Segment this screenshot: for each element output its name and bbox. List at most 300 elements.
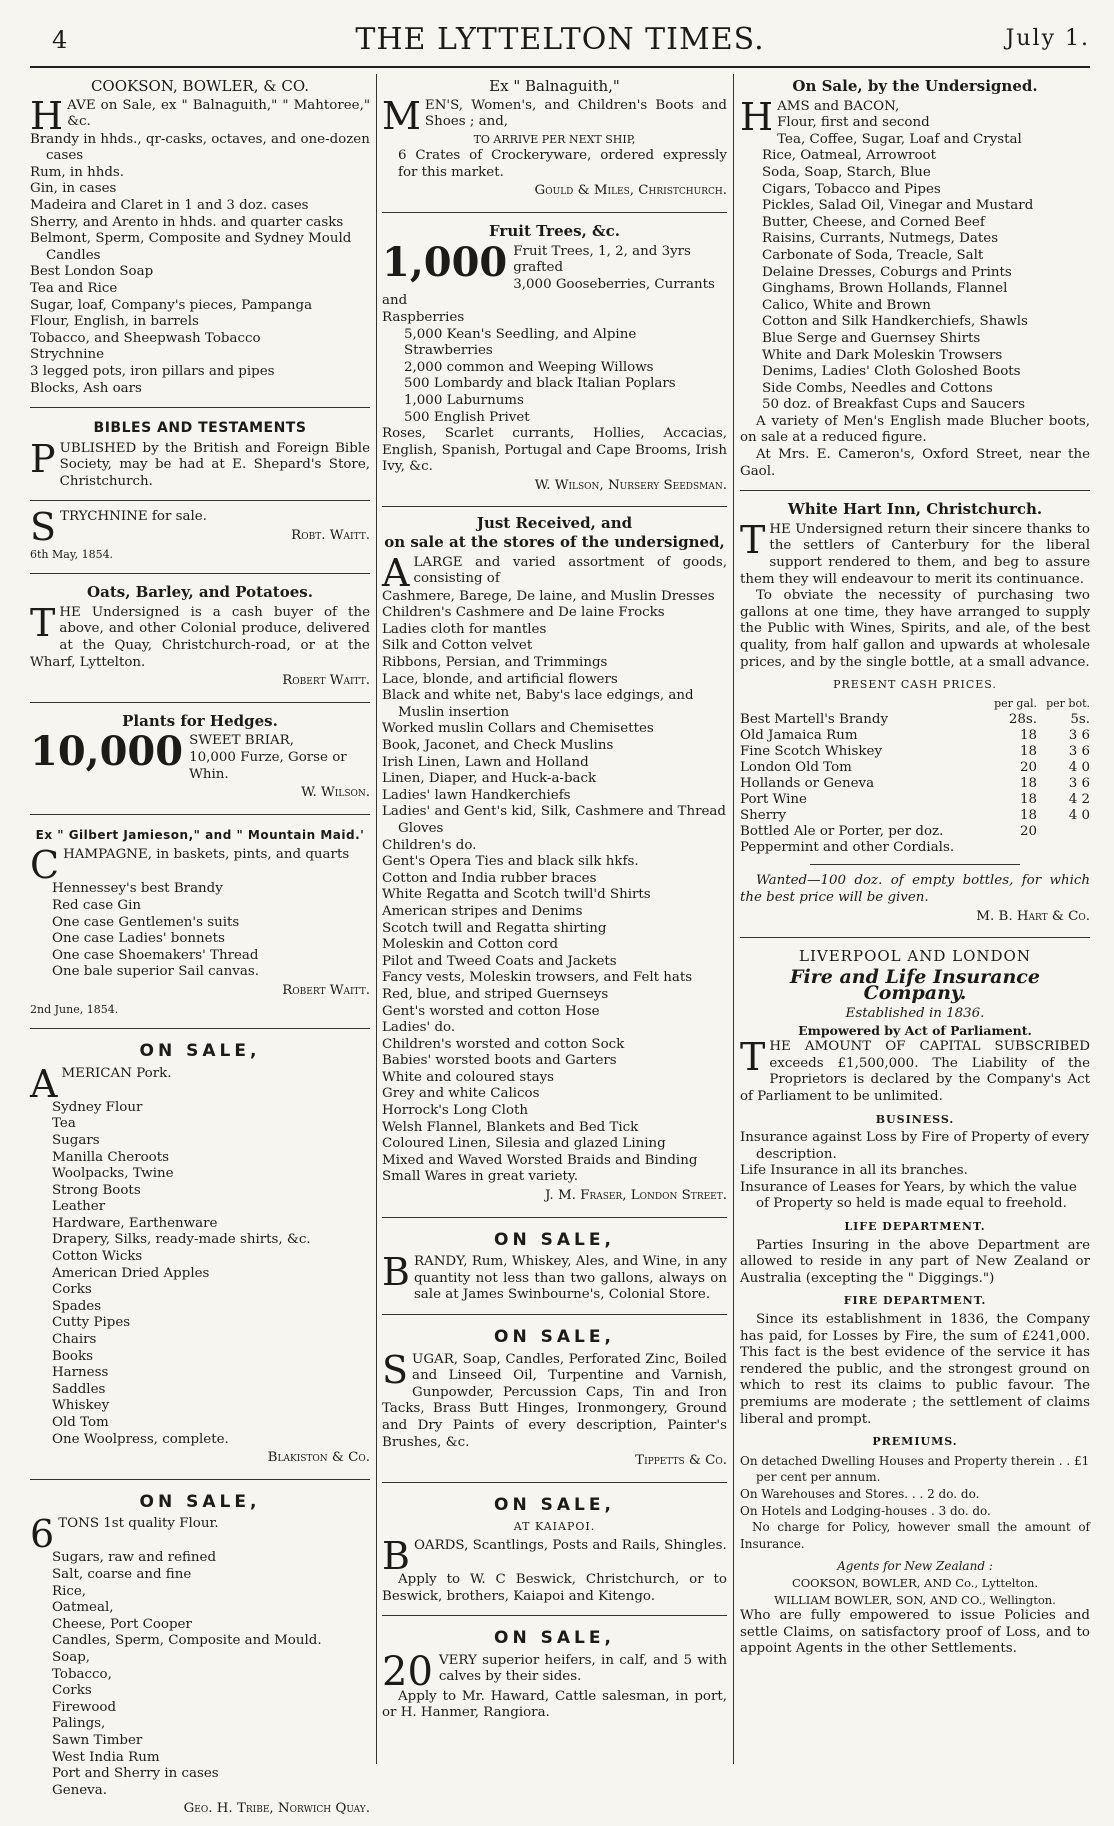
list-item: Cotton Wicks [52,1249,143,1265]
list-item: Chairs [52,1332,97,1348]
list-item: Woolpacks, Twine [52,1166,174,1182]
ad-heading: ON SALE, [494,1628,615,1649]
list-item: Tea and Rice [30,280,118,296]
list-item: Manilla Cheroots [52,1149,169,1165]
list-item: Horrock's Long Cloth [382,1103,529,1119]
ad-signature: Robt. Waitt. [291,528,370,544]
list-item: Mixed and Waved Worsted Braids and Binding [382,1152,698,1168]
list-item: Silk and Cotton velvet [382,638,533,654]
price-name: Old Jamaica Rum [740,727,858,743]
prices-heading: PRESENT CASH PRICES. [833,678,997,692]
ad-text: HE Undersigned is a cash buyer of the above, and other Colonial produce, delivered at the Quay, Christchurch-road, or at the Wharf, Lyttelton. [30,604,370,670]
column-divider [376,74,377,1764]
ad-separator [382,212,727,213]
price-name: Fine Scotch Whiskey [740,743,883,759]
ad-text: Roses, Scarlet currants, Hollies, Accacias, English, Spanish, Portugal and Cape Brooms, Irish Ivy, &c. [382,426,727,475]
item-list [382,327,727,427]
drop-cap: M [382,93,421,138]
list-item: Red, blue, and striped Guernseys [382,986,609,1002]
price-row [740,744,1090,760]
ad-fruit-trees [382,219,727,503]
drop-cap: A [382,550,410,595]
ad-line: 10,000 Furze, Gorse or Whin. [189,750,347,782]
ad-subline: Agents for New Zealand : [837,1559,993,1574]
list-item: Insurance against Loss by Fire of Property of every description. [740,1130,1090,1162]
list-item: One case Ladies' bonnets [52,931,225,947]
list-item: Gent's worsted and cotton Hose [382,1003,600,1019]
ad-signature: Robert Waitt. [282,982,370,998]
ad-text: Wanted—100 doz. of empty bottles, for which the best price will be given. [740,873,1090,905]
price-gal: 18 [1020,775,1038,791]
list-item: Tobacco, [52,1666,112,1682]
price-name: Port Wine [740,791,807,807]
masthead-rule [30,66,1090,68]
drop-cap: T [30,600,56,645]
ad-intro: AMS and BACON, [777,98,900,114]
ad-heading: Fruit Trees, &c. [489,221,620,240]
list-item: Geneva. [52,1782,107,1798]
ad-american [30,1035,370,1475]
price-gal: 18 [1020,743,1038,759]
ad-separator [382,1217,727,1218]
list-item: Linen, Diaper, and Huck-a-back [382,771,597,787]
list-item: Irish Linen, Lawn and Holland [382,754,589,770]
list-item: Insurance of Leases for Years, by which the value of Property so held is made equal to freehold. [740,1179,1077,1212]
list-item: Black and white net, Baby's lace edgings, and Muslin insertion [382,688,694,720]
list-item: Books [52,1348,93,1364]
list-item: Lace, blonde, and artificial flowers [382,671,618,687]
ad-text: UGAR, Soap, Candles, Perforated Zinc, Boiled and Linseed Oil, Turpentine and Varnish, Gunpowder, Percussion Caps, Tin and Iron Tacks, Brass Butt Hinges, Ironmongery, Ground and Dry Paints of every description, Painter's Brushes, &c. [382,1351,727,1450]
list-item: Soap, [52,1649,91,1665]
list-item: One case Shoemakers' Thread [52,947,259,963]
ad-separator [30,573,370,574]
ad-line: Raspberries [382,309,465,325]
list-item: Tea [52,1116,76,1132]
ad-text: RANDY, Rum, Whiskey, Ales, and Wine, in any quantity not less than two gallons, always on sale at James Swinbourne's, Colonial Store. [413,1254,727,1303]
list-item: Palings, [52,1716,106,1732]
list-item: Soda, Soap, Starch, Blue [762,164,931,180]
list-item: Ladies' do. [382,1020,456,1036]
list-item: Raisins, Currants, Nutmegs, Dates [762,231,999,247]
drop-cap: T [740,517,766,562]
list-item: Salt, coarse and fine [52,1566,192,1582]
list-item: American stripes and Denims [382,903,583,919]
ad-hams [740,74,1090,486]
list-item: 3 legged pots, iron pillars and pipes [30,363,275,379]
price-gal: 18 [1020,727,1038,743]
column-1 [30,74,370,1826]
list-item: Coloured Linen, Silesia and glazed Lining [382,1136,666,1152]
ad-champagne [30,821,370,1024]
ad-line: SWEET BRIAR, [189,733,294,749]
ad-heading: ON SALE, [139,1491,261,1512]
ad-heading: On Sale, by the Undersigned. [792,77,1038,95]
price-bot: 4 2 [1068,791,1090,807]
list-item: Corks [52,1282,92,1298]
ad-text: UBLISHED by the British and Foreign Bible Society, may be had at E. Shepard's Store, Christchurch. [59,440,370,489]
section-heading: LIFE DEPARTMENT. [844,1220,986,1234]
ad-subline: AT KAIAPOI. [513,1520,596,1534]
price-bot: 5s. [1070,711,1090,727]
ad-separator [30,500,370,501]
list-item: Children's Cashmere and De laine Frocks [382,605,665,621]
list-item: Rice, Oatmeal, Arrowroot [762,148,936,164]
price-row [740,712,1090,728]
list-item: Rice, [52,1583,87,1599]
price-gal: 18 [1020,807,1038,823]
list-item: Hennessey's best Brandy [52,881,223,897]
list-item: On detached Dwelling Houses and Property therein . . £1 per cent per annum. [740,1453,1090,1485]
list-item: Side Combs, Needles and Cottons [762,380,993,396]
ad-white-hart [740,497,1090,933]
price-bot: 3 6 [1068,775,1090,791]
ad-line: 3,000 Gooseberries, Currants and [382,276,715,309]
ad-separator [382,1314,727,1315]
list-item: Cheese, Port Cooper [52,1616,192,1632]
ad-signature: W. Wilson. [301,785,370,801]
list-item: Moleskin and Cotton cord [382,937,559,953]
ad-signature: W. Wilson, Nursery Seedsman. [534,477,727,493]
list-item: Hardware, Earthenware [52,1215,218,1231]
drop-cap: B [382,1250,410,1295]
ad-separator [30,1028,370,1029]
ad-text: 6 Crates of Crockeryware, ordered expressly for this market. [398,148,727,180]
ad-signature: M. B. Hart & Co. [976,908,1090,924]
ad-line: Peppermint and other Cordials. [740,839,955,855]
price-column-header: per bot. [1046,696,1090,710]
ad-heifers [382,1622,727,1728]
price-gal: 20 [1020,823,1038,839]
ad-signature: Blakiston & Co. [267,1450,370,1466]
ad-cookson [30,74,370,403]
list-item: Life Insurance in all its branches. [740,1163,968,1179]
ad-signature: Tippetts & Co. [635,1453,727,1469]
list-item: Sydney Flour [52,1099,143,1115]
big-number: 20 [382,1648,433,1695]
ad-balnaguith [382,74,727,208]
ad-insurance [740,944,1090,1664]
list-item: Sugars [52,1132,100,1148]
list-item: Ladies cloth for mantles [382,621,547,637]
ad-heading: Ex " Balnaguith," [489,77,620,95]
item-list [30,132,370,398]
ad-heading: on sale at the stores of the undersigned, [384,533,725,552]
ad-heading: White Hart Inn, Christchurch. [787,500,1043,519]
list-item: Candles, Sperm, Composite and Mould. [52,1633,322,1649]
ad-heading: LIVERPOOL AND LONDON [799,947,1031,966]
list-item: White and Dark Moleskin Trowsers [762,347,1003,363]
price-row [740,760,1090,776]
list-item: Ginghams, Brown Hollands, Flannel [762,281,1008,297]
price-row [740,824,1090,840]
ad-sugar [382,1321,727,1478]
ad-boards [382,1489,727,1611]
list-item: Red case Gin [52,897,141,913]
price-table [740,696,1090,840]
list-item: Saddles [52,1381,106,1397]
list-item: Corks [52,1683,92,1699]
list-item: Book, Jaconet, and Check Muslins [382,738,614,753]
price-bot: 4 0 [1068,759,1090,775]
ad-heading: Oats, Barley, and Potatoes. [87,583,313,602]
item-list [740,115,1090,414]
ad-heading: ON SALE, [139,1041,261,1062]
drop-cap: S [30,505,57,550]
drop-cap: C [30,843,60,888]
list-item: Flour, English, in barrels [30,314,199,330]
price-gal: 18 [1020,791,1038,807]
list-item: Tobacco, and Sheepwash Tobacco [30,330,261,346]
section-heading: PREMIUMS. [872,1435,958,1449]
price-gal: 20 [1020,759,1038,775]
ad-text: No charge for Policy, however small the amount of Insurance. [740,1520,1090,1551]
ad-text: Parties Insuring in the above Department are allowed to reside in any part of New Zealand or Australia (excepting the " Diggings.") [740,1237,1090,1286]
ad-text: VERY superior heifers, in calf, and 5 with calves by their sides. [438,1652,727,1685]
list-item: One Woolpress, complete. [52,1431,229,1447]
masthead [30,18,1090,58]
price-row [740,792,1090,808]
ad-separator [30,814,370,815]
list-item: Sugars, raw and refined [52,1550,217,1566]
drop-cap: B [382,1533,410,1578]
list-item: 50 doz. of Breakfast Cups and Saucers [762,397,1025,413]
list-item: Belmont, Sperm, Composite and Sydney Mould Candles [30,231,352,263]
ad-heading: Ex " Gilbert Jamieson," and " Mountain Maid.' [35,827,365,842]
list-item: Gin, in cases [30,181,117,197]
list-item: Cigars, Tobacco and Pipes [762,181,941,197]
list-item: 1,000 Laburnums [404,392,524,408]
ad-flour [30,1486,370,1826]
ad-subline: Empowered by Act of Parliament. [798,1022,1032,1038]
list-item: Butter, Cheese, and Corned Beef [762,214,985,230]
list-item: Children's worsted and cotton Sock [382,1036,625,1052]
list-item: Pilot and Tweed Coats and Jackets [382,953,617,969]
ad-separator [740,490,1090,491]
price-row [740,808,1090,824]
list-item: 5,000 Kean's Seedling, and Alpine Strawberries [404,326,637,359]
list-item: Rum, in hhds. [30,164,125,180]
list-item: 2,000 common and Weeping Willows [404,359,654,375]
ad-date: 6th May, 1854. [30,547,114,561]
column-3 [740,74,1090,1664]
list-item: White Regatta and Scotch twill'd Shirts [382,887,651,903]
ad-oats [30,580,370,698]
list-item: Strychnine [30,347,105,363]
issue-date: July 1. [1005,26,1090,51]
item-list [30,1550,370,1799]
ad-text: Apply to Mr. Haward, Cattle salesman, in port, or H. Hanmer, Rangiora. [382,1688,727,1721]
list-item: One bale superior Sail canvas. [52,964,259,980]
list-item: White and coloured stays [382,1069,555,1085]
section-heading: BUSINESS. [875,1112,955,1126]
ad-text: EN'S, Women's, and Children's Boots and Shoes ; and, [424,97,727,130]
list-item: Cotton and India rubber braces [382,870,597,886]
ad-signature: Geo. H. Tribe, Norwich Quay. [183,1801,370,1817]
list-item: Port and Sherry in cases [52,1766,219,1782]
item-list [382,589,727,1186]
list-item: One case Gentlemen's suits [52,914,240,930]
ad-text: HE Undersigned return their sincere thanks to the settlers of Canterbury for the liberal support rendered to them, and beg to assure them they will endeavour to merit its continuance. [740,521,1090,587]
ad-heading: Plants for Hedges. [122,711,278,730]
list-item: Leather [52,1199,106,1215]
list-item: American Dried Apples [52,1265,210,1281]
ad-intro: AVE on Sale, ex " Balnaguith," " Mahtoree," &c. [67,97,370,130]
ad-text: OARDS, Scantlings, Posts and Rails, Shingles. [413,1537,727,1553]
drop-cap: P [30,436,56,481]
list-item: Old Tom [52,1415,109,1430]
list-item: Worked muslin Collars and Chemisettes [382,721,654,737]
ad-signature: Robert Waitt. [282,673,370,689]
list-item: Children's do. [382,837,477,853]
drop-cap: A [30,1061,58,1106]
item-list [30,881,370,981]
list-item: On Warehouses and Stores. . . 2 do. do. [740,1486,980,1501]
list-item: Cashmere, Barege, De laine, and Muslin Dresses [382,588,715,604]
ad-separator [382,1482,727,1483]
agent-line: WILLIAM BOWLER, SON, AND CO., Wellington. [774,1592,1056,1607]
price-row [740,776,1090,792]
list-item: Harness [52,1365,109,1381]
drop-cap: S [382,1347,409,1392]
price-name: Best Martell's Brandy [740,711,889,727]
ad-separator [30,702,370,703]
list-item: Flour, first and second [777,115,930,131]
list-item: Scotch twill and Regatta shirting [382,920,607,936]
price-gal: 28s. [1008,711,1038,727]
drop-cap: 6 [30,1512,55,1557]
ad-brandy [382,1224,727,1310]
list-item: 500 Lombardy and black Italian Poplars [404,376,676,392]
list-item: Small Wares in great variety. [382,1169,578,1185]
ad-intro: MERICAN Pork. [61,1065,172,1081]
list-item: Welsh Flannel, Blankets and Bed Tick [382,1119,639,1135]
ad-intro: LARGE and varied assortment of goods, consisting of [413,554,727,587]
list-item: Brandy in hhds., qr-casks, octaves, and one-dozen cases [30,131,370,164]
ad-text: HE AMOUNT OF CAPITAL SUBSCRIBED exceeds £1,500,000. The Liability of the Proprietors is declared by the Company's Act of Parliament to be unlimited. [740,1039,1090,1104]
list-item: Tea, Coffee, Sugar, Loaf and Crystal [777,131,1022,147]
ad-date: 2nd June, 1854. [30,1002,119,1016]
ad-just-received [382,513,727,1212]
list-item: Sherry, and Arento in hhds. and quarter casks [30,214,344,230]
list-item: 500 English Privet [404,409,530,425]
list-item: Carbonate of Soda, Treacle, Salt [762,247,984,263]
ad-separator [740,937,1090,938]
ad-signature: J. M. Fraser, London Street. [545,1188,727,1204]
ad-intro: TONS 1st quality Flour. [58,1516,219,1532]
price-column-header: per gal. [994,696,1038,710]
ad-text: At Mrs. E. Cameron's, Oxford Street, near the Gaol. [740,447,1090,479]
list-item: Drapery, Silks, ready-made shirts, &c. [52,1232,311,1248]
drop-cap: H [30,93,64,138]
ad-heading: ON SALE, [494,1229,615,1250]
item-list [740,1130,1090,1213]
ad-separator [382,506,727,507]
ad-plants [30,709,370,810]
ad-heading: Just Received, and [476,514,633,533]
list-item: Whiskey [52,1398,110,1414]
ad-heading: Fire and Life Insurance Company. [790,965,1040,1005]
list-item: Spades [52,1298,102,1314]
list-item: Blue Serge and Guernsey Shirts [762,330,981,346]
list-item: Babies' worsted boots and Garters [382,1053,617,1069]
ad-strychnine [30,507,370,569]
column-divider [733,74,734,1764]
price-bot: 3 6 [1068,743,1090,759]
list-item: Strong Boots [52,1182,141,1198]
ad-line: Fruit Trees, 1, 2, and 3yrs grafted [513,243,691,276]
ad-separator [30,407,370,408]
newspaper-title: THE LYTTELTON TIMES. [355,22,765,57]
list-item: Calico, White and Brown [762,297,931,313]
price-bot [1037,824,1090,840]
price-row [740,728,1090,744]
ad-heading: COOKSON, BOWLER, & CO. [90,77,310,95]
list-item: Cutty Pipes [52,1315,131,1331]
price-name: London Old Tom [740,759,852,775]
list-item: Ladies' lawn Handkerchiefs [382,787,571,803]
list-item: Firewood [52,1699,117,1715]
ad-text: Since its establishment in 1836, the Company has paid, for Losses by Fire, the sum of £241,000. This fact is the best evidence of the service it has rendered the public, and the strongest ground on which to rest its claims to public favour. The premiums are moderate ; the settlement of claims liberal and prompt. [740,1312,1090,1427]
page-number: 4 [52,26,68,54]
big-number: 10,000 [30,728,184,776]
item-list [740,1453,1090,1519]
ad-text: Apply to W. C Beswick, Christchurch, or to Beswick, brothers, Kaiapoi and Kitengo. [382,1571,727,1604]
list-item: Sugar, loaf, Company's pieces, Pampanga [30,297,313,313]
ad-separator [30,1479,370,1480]
ad-text: Who are fully empowered to issue Policies and settle Claims, on satisfactory proof of Loss, and to appoint Agents in the other Settlements. [740,1608,1090,1657]
price-name: Sherry [740,807,787,823]
ad-intro: HAMPAGNE, in baskets, pints, and quarts [63,847,350,863]
price-name: Hollands or Geneva [740,775,875,791]
list-item: Sawn Timber [52,1732,143,1748]
agent-line: COOKSON, BOWLER, AND Co., Lyttelton. [791,1575,1039,1590]
item-list [30,1100,370,1448]
list-item: Delaine Dresses, Coburgs and Prints [762,264,1012,280]
list-item: Grey and white Calicos [382,1086,540,1102]
ad-subline: TO ARRIVE PER NEXT SHIP, [473,132,636,146]
ad-separator [382,1615,727,1616]
list-item: Denims, Ladies' Cloth Goloshed Boots [762,364,1021,380]
ad-heading: ON SALE, [494,1327,615,1347]
price-bot: 3 6 [1068,727,1090,743]
column-2 [382,74,727,1728]
list-item: Best London Soap [30,264,154,280]
ad-bibles [30,414,370,496]
list-item: Ribbons, Persian, and Trimmings [382,655,608,671]
drop-cap: H [740,94,774,139]
list-item: West India Rum [52,1749,160,1765]
big-number: 1,000 [382,238,508,286]
ad-signature: Gould & Miles, Christchurch. [534,183,727,199]
ad-heading: ON SALE, [494,1494,615,1515]
ad-text: A variety of Men's English made Blucher boots, on sale at a reduced figure. [740,413,1090,446]
price-name: Bottled Ale or Porter, per doz. [740,823,944,839]
ad-separator [810,864,1020,865]
list-item: On Hotels and Lodging-houses . 3 do. do. [740,1503,991,1518]
list-item: Gent's Opera Ties and black silk hkfs. [382,854,639,870]
list-item: Fancy vests, Moleskin trowsers, and Felt hats [382,970,693,986]
ad-subline: Established in 1836. [845,1005,985,1021]
ad-text: To obviate the necessity of purchasing two gallons at one time, they have arranged to supply the Public with Wines, Spirits, and ale, of the best quality, from half gallon and upwards at wholesale prices, and by the single bottle, at a small advance. [740,588,1090,670]
list-item: Oatmeal, [52,1600,114,1616]
list-item: Cotton and Silk Handkerchiefs, Shawls [762,314,1028,330]
drop-cap: T [740,1035,766,1080]
list-item: Blocks, Ash oars [30,380,142,396]
section-heading: FIRE DEPARTMENT. [843,1294,987,1308]
list-item: Pickles, Salad Oil, Vinegar and Mustard [762,198,1034,214]
ad-text: TRYCHNINE for sale. [60,509,207,525]
price-bot: 4 0 [1068,807,1090,823]
